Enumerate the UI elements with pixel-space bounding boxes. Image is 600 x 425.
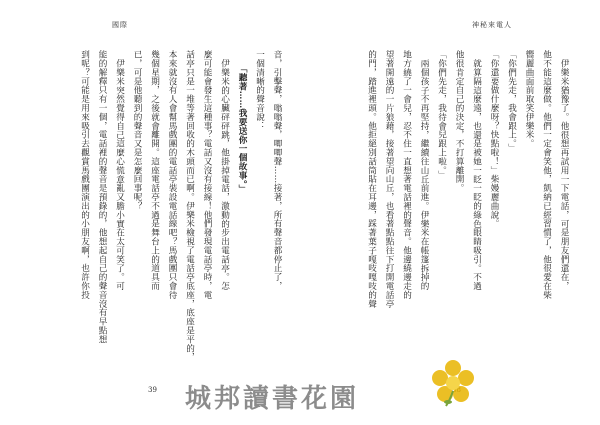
text-column: 到呢？可能是用來吸引去觀賞馬戲團演出的小朋友啊，也許你投 bbox=[79, 50, 90, 300]
text-column: 就算隔這麼遠，也還是被她一眨一眨的綠色眼睛吸引。不過 bbox=[471, 59, 482, 291]
text-column: 麼可能會發生這種事？電話又沒有接線！他們發現電話亭時，電 bbox=[202, 50, 212, 300]
text-column: 音，引擊聲，嗡嗡聲，唧唧聲……接著，所有聲音都停止了， bbox=[272, 50, 282, 291]
left-page-number: 39 bbox=[148, 386, 157, 394]
right-running-header: 神秘來電人 bbox=[472, 21, 512, 29]
text-column: 本來就沒有人會幫馬戲團的電話亭裝設電話線吧？馬戲團只會待 bbox=[167, 50, 177, 300]
flower-logo-icon bbox=[428, 358, 478, 408]
text-column: 已，可是他聽到的聲音又是怎麼回事呢？ bbox=[132, 50, 142, 211]
text-column: 地方繞了一會兒，忍不住一直想著電話裡的聲音。他邊繞邊走的 bbox=[401, 50, 412, 300]
text-column: 伊樂米突然覺得自己這麼心慌意亂又膽小實在太可笑了。可 bbox=[114, 59, 125, 291]
text-column: 話亭只是一堆等著回收的木頭而已啊。伊樂米檢視了電話亭底座，底座是平的， bbox=[184, 50, 195, 362]
text-column: 一個清晰的聲音說： bbox=[254, 50, 265, 131]
text-column: 伊樂米猶豫了。他很想再試用一下電話，可是朋友們還在， bbox=[559, 59, 569, 291]
left-running-header: 國際 bbox=[112, 21, 128, 29]
text-column: 幾個星期，之後就會離開。這座電話亭不過是舞台上的道具而 bbox=[149, 50, 160, 291]
text-column: 嚮麗曲面前取笑伊樂米。 bbox=[524, 50, 534, 148]
text-column: 的門，踏進裡頭。他拒絕別話筒貼在耳邊，踩著葉子嘎吱嘎吱的聲 bbox=[366, 50, 377, 309]
left-page-text bbox=[79, 50, 285, 372]
text-column: 「你們先走，我會跟上。」 bbox=[506, 50, 517, 153]
text-column: 伊樂米的心臟砰砰跳，他掛掉電話，激動的步出電話亭。怎 bbox=[219, 59, 230, 291]
text-column: 「你還要做什麼呀？快點啦！」柴嫚麗曲說。 bbox=[489, 50, 499, 228]
text-column: 能的解釋只有一個，電話裡的聲音是預錄的，他想起自己的聲音沒有早點想 bbox=[97, 50, 107, 344]
text-column: 望著開遠的一片狼藉，接著望向山丘，也看著點點往下打開電話亭 bbox=[384, 50, 394, 309]
right-page-text bbox=[347, 50, 572, 372]
text-column: 他不能這麼做。他們一定會笑他，凱納已經習慣了，他很愛在柴 bbox=[541, 50, 552, 300]
text-column: 他很肯定自己的決定，不打算離開。 bbox=[454, 50, 464, 193]
text-column: 兩個孩子不再堅持，繼續往山丘前進。伊樂米在帳篷拆掉的 bbox=[419, 59, 429, 291]
quoted-line: 「聽著……我要送你一個故事。」 bbox=[237, 64, 247, 194]
text-column: 「你們先走，我待會兒跟上啦。」 bbox=[436, 50, 447, 180]
watermark-logo-text: 城邦讀書花園 bbox=[185, 384, 360, 414]
